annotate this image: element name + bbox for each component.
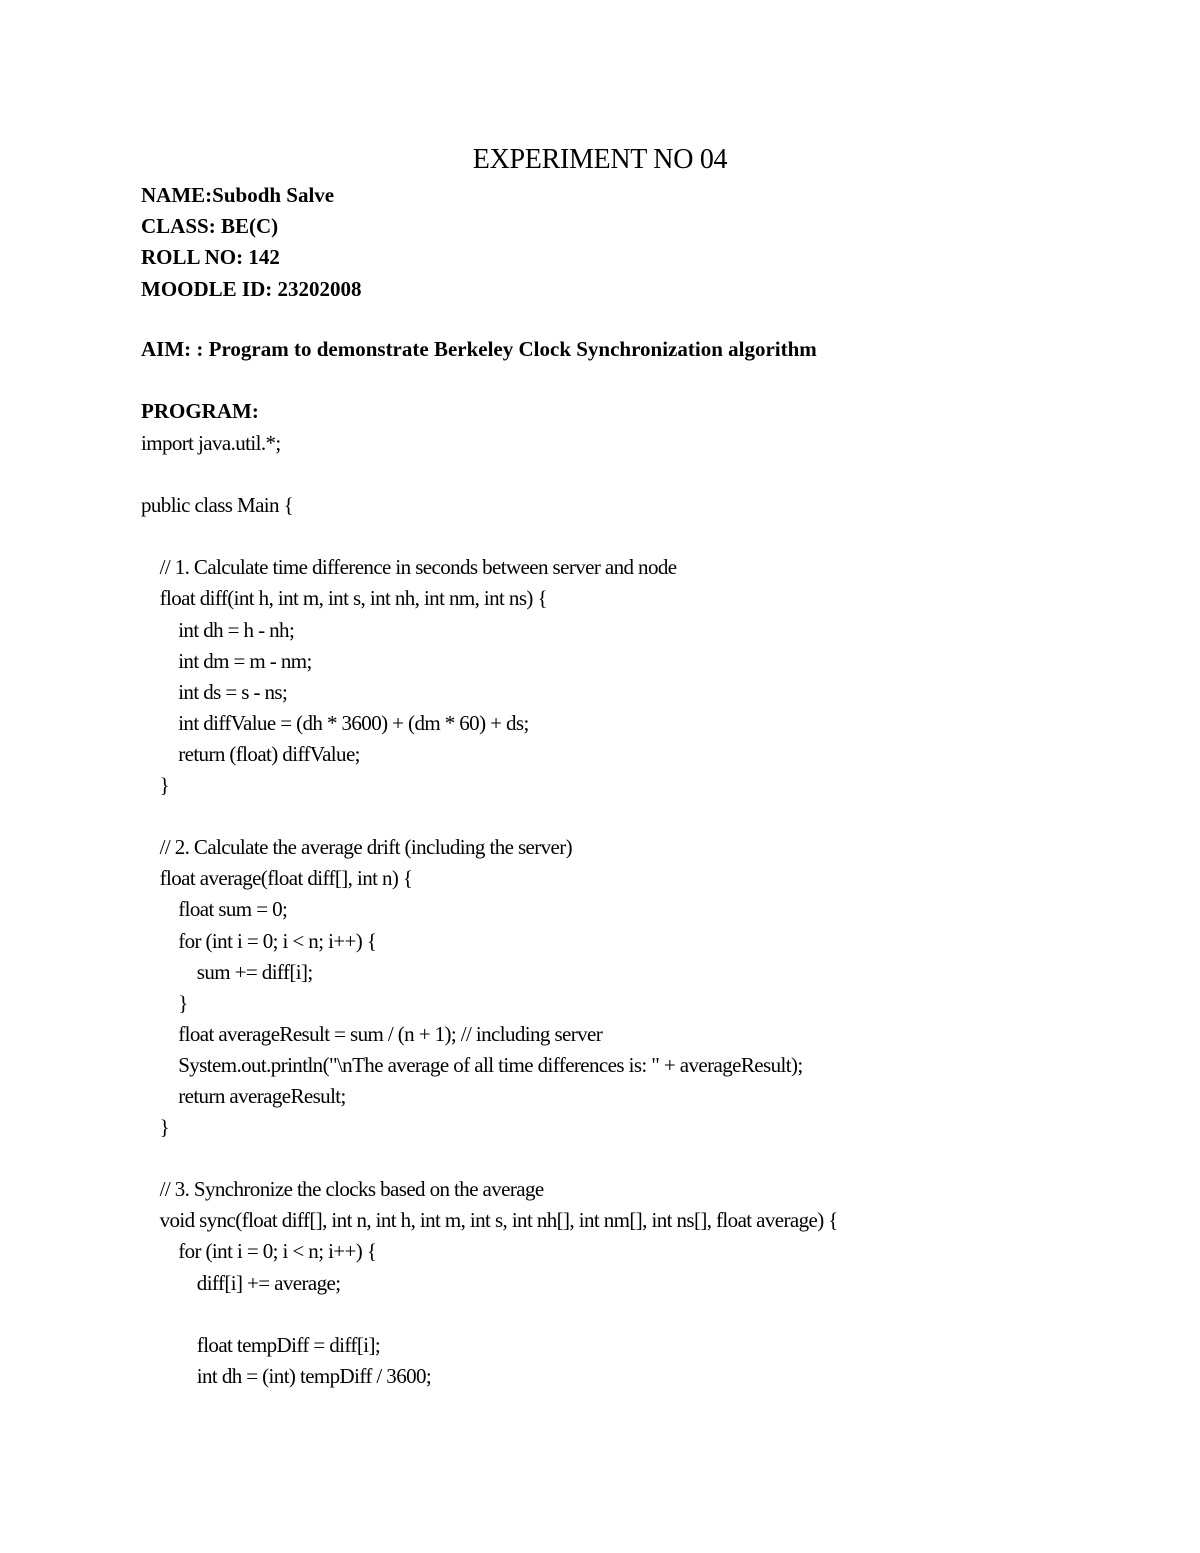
code-line: diff[i] += average; xyxy=(141,1270,341,1295)
code-line: return averageResult; xyxy=(141,1083,346,1108)
code-line: float average(float diff[], int n) { xyxy=(141,866,413,891)
code-line: } xyxy=(141,773,170,798)
code-line: float tempDiff = diff[i]; xyxy=(141,1332,381,1357)
code-line xyxy=(141,1299,1141,1330)
student-name: NAME:Subodh Salve xyxy=(141,183,335,207)
code-line: int diffValue = (dh * 3600) + (dm * 60) + ds; xyxy=(141,710,529,735)
code-line: float diff(int h, int m, int s, int nh, int nm, int ns) { xyxy=(141,586,547,611)
code-line: return (float) diffValue; xyxy=(141,741,360,766)
page-title: EXPERIMENT NO 04 xyxy=(472,144,728,175)
code-line: // 2. Calculate the average drift (including the server) xyxy=(141,835,573,860)
code-line: // 3. Synchronize the clocks based on the average xyxy=(141,1177,544,1202)
code-line xyxy=(141,801,1141,832)
code-line: } xyxy=(141,1115,170,1140)
code-line: float averageResult = sum / (n + 1); // including server xyxy=(141,1021,603,1046)
student-class: CLASS: BE(C) xyxy=(141,214,279,239)
code-line xyxy=(141,1143,1141,1174)
code-line: sum += diff[i]; xyxy=(141,959,313,984)
program-heading: PROGRAM: xyxy=(141,399,259,423)
code-line: for (int i = 0; i < n; i++) { xyxy=(141,1239,377,1264)
code-line: int dm = m - nm; xyxy=(141,648,312,673)
code-line: public class Main { xyxy=(141,493,294,518)
code-line: int ds = s - ns; xyxy=(141,679,288,704)
aim-statement: AIM: : Program to demonstrate Berkeley Clock Synchronization algorithm xyxy=(141,337,817,361)
code-line: float sum = 0; xyxy=(141,897,288,922)
code-line xyxy=(141,459,1141,490)
code-line: int dh = (int) tempDiff / 3600; xyxy=(141,1363,432,1388)
student-moodle-id: MOODLE ID: 23202008 xyxy=(141,276,362,301)
code-line: import java.util.*; xyxy=(141,431,281,455)
code-line: // 1. Calculate time difference in seconds between server and node xyxy=(141,555,677,580)
code-line: } xyxy=(141,990,188,1015)
student-info xyxy=(141,180,362,305)
code-listing xyxy=(141,428,1141,1392)
code-line: for (int i = 0; i < n; i++) { xyxy=(141,928,377,953)
code-line xyxy=(141,521,1141,552)
code-line: void sync(float diff[], int n, int h, int m, int s, int nh[], int nm[], int ns[], float average) { xyxy=(141,1208,838,1233)
student-roll-no: ROLL NO: 142 xyxy=(141,245,280,270)
code-line: System.out.println("\nThe average of all time differences is: " + averageResult); xyxy=(141,1052,803,1077)
code-line: int dh = h - nh; xyxy=(141,617,295,642)
